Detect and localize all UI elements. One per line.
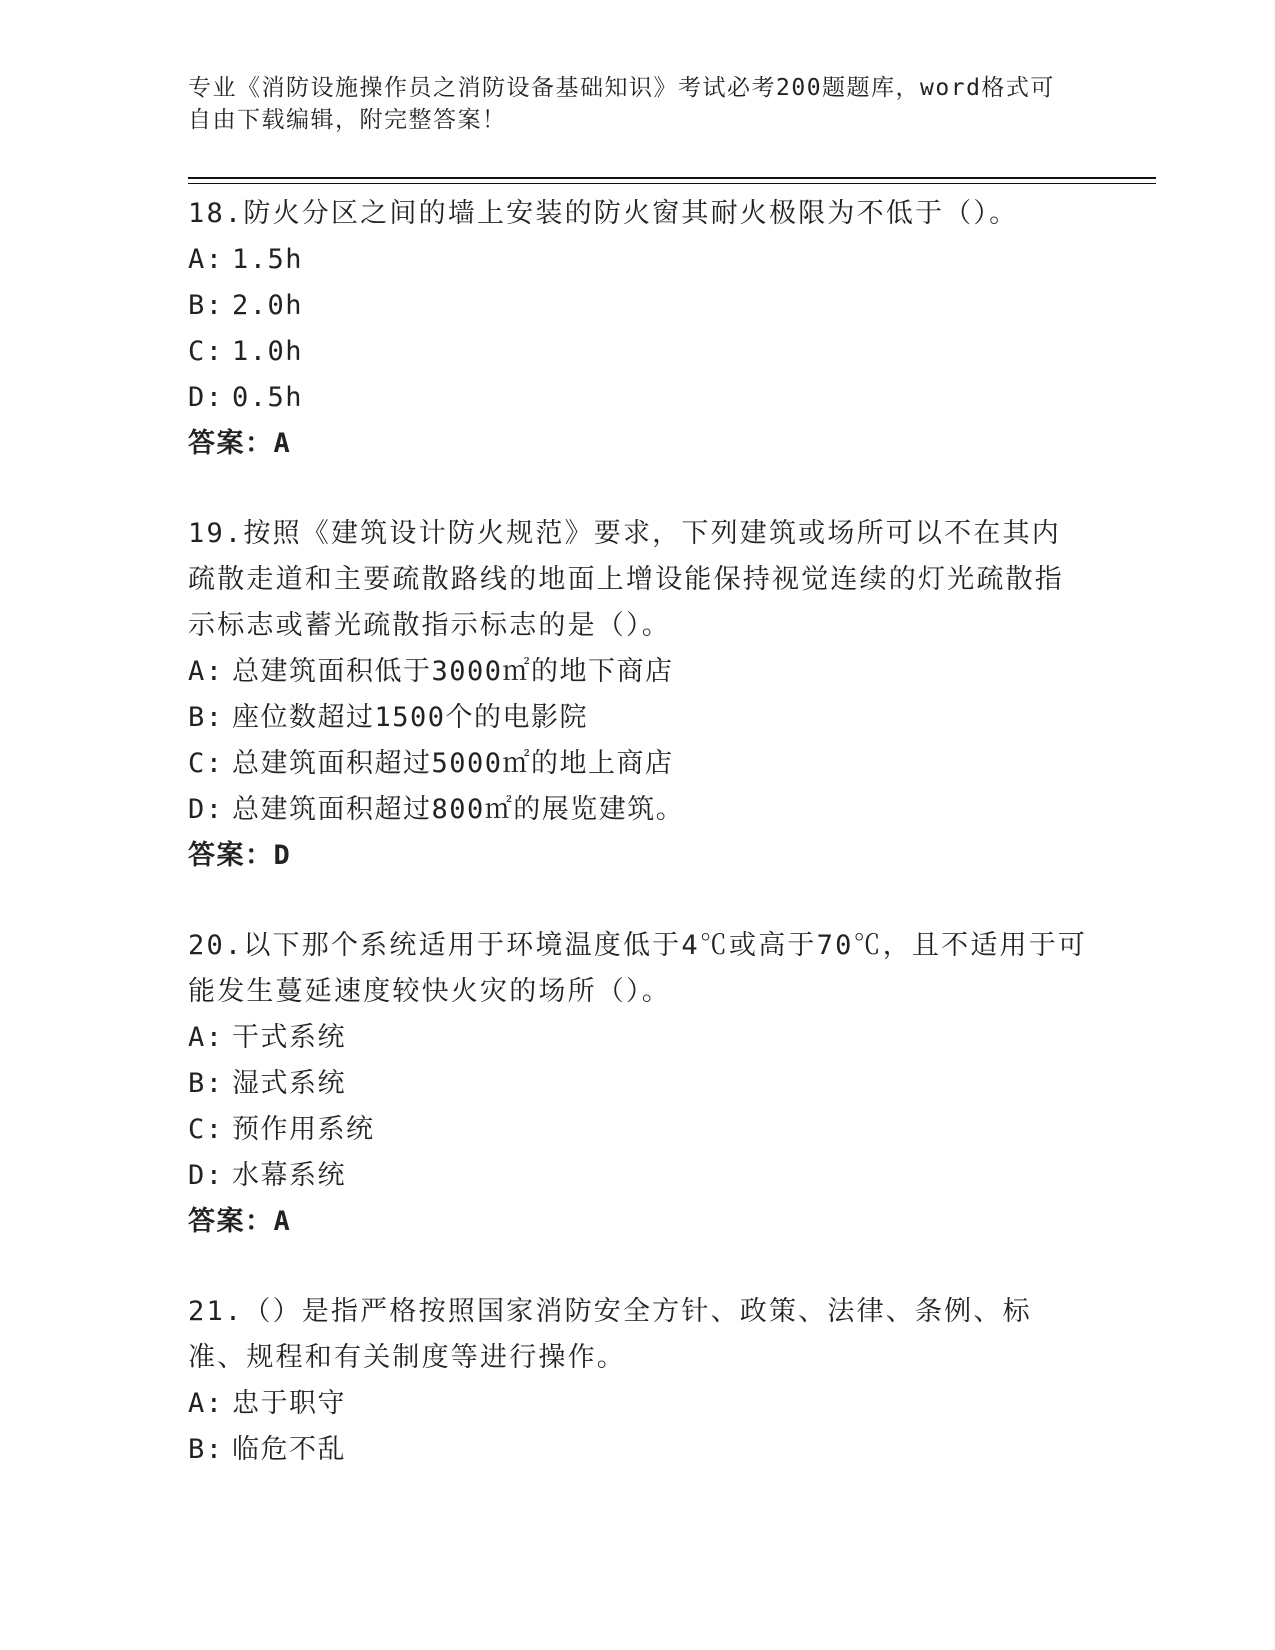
option-key: D: [188,382,224,413]
option-key: D: [188,1160,224,1191]
option-b [188,1061,1088,1107]
option-key: C: [188,336,224,367]
option-key: B: [188,290,224,321]
option-key: C: [188,748,224,779]
option-text: 1.5h [232,244,304,275]
option-text: 水幕系统 [232,1160,346,1191]
question-stem: 21.（）是指严格按照国家消防安全方针、政策、法律、条例、标准、规程和有关制度等进行操作。 [188,1296,1032,1373]
option-a [188,237,1088,283]
option-key: B: [188,1068,224,1099]
option-key: A: [188,244,224,275]
answer-line: 答案：A [188,1206,292,1237]
question-stem: 18.防火分区之间的墙上安装的防火窗其耐火极限为不低于（）。 [188,198,1019,229]
option-b [188,283,1088,329]
question-18 [188,191,1088,467]
option-c [188,329,1088,375]
option-key: D: [188,794,224,825]
answer-line: 答案：A [188,428,292,459]
option-text: 总建筑面积超过5000㎡的地上商店 [232,748,674,779]
option-text: 预作用系统 [232,1114,375,1145]
option-key: A: [188,1388,224,1419]
option-c [188,741,1088,787]
option-text: 总建筑面积低于3000㎡的地下商店 [232,656,674,687]
question-20 [188,923,1088,1245]
question-stem: 19.按照《建筑设计防火规范》要求，下列建筑或场所可以不在其内疏散走道和主要疏散路线的地面上增设能保持视觉连续的灯光疏散指示标志或蓄光疏散指示标志的是（）。 [188,518,1064,641]
option-d [188,1153,1088,1199]
option-text: 忠于职守 [232,1388,346,1419]
option-c [188,1107,1088,1153]
question-list [188,191,1088,1517]
option-a [188,1381,1088,1427]
question-21 [188,1289,1088,1473]
option-text: 座位数超过1500个的电影院 [232,702,589,733]
option-text: 1.0h [232,336,304,367]
option-key: B: [188,1434,224,1465]
header-line-1: 专业《消防设施操作员之消防设备基础知识》考试必考200题题库，word格式可 [188,75,1055,101]
option-text: 临危不乱 [232,1434,346,1465]
option-b [188,695,1088,741]
answer-line: 答案：D [188,840,292,871]
option-a [188,649,1088,695]
header-divider-thin [188,183,1156,184]
option-a [188,1015,1088,1061]
option-text: 2.0h [232,290,304,321]
question-19 [188,511,1088,879]
option-text: 0.5h [232,382,304,413]
option-b [188,1427,1088,1473]
option-key: C: [188,1114,224,1145]
option-key: A: [188,656,224,687]
header-divider-thick [188,177,1156,179]
option-text: 干式系统 [232,1022,346,1053]
option-text: 湿式系统 [232,1068,346,1099]
option-text: 总建筑面积超过800㎡的展览建筑。 [232,794,685,825]
option-d [188,375,1088,421]
option-key: B: [188,702,224,733]
question-stem: 20.以下那个系统适用于环境温度低于4℃或高于70℃，且不适用于可能发生蔓延速度较快火灾的场所（）。 [188,930,1088,1007]
document-header [188,72,1088,136]
option-key: A: [188,1022,224,1053]
option-d [188,787,1088,833]
header-line-2: 自由下载编辑，附完整答案！ [188,107,507,133]
